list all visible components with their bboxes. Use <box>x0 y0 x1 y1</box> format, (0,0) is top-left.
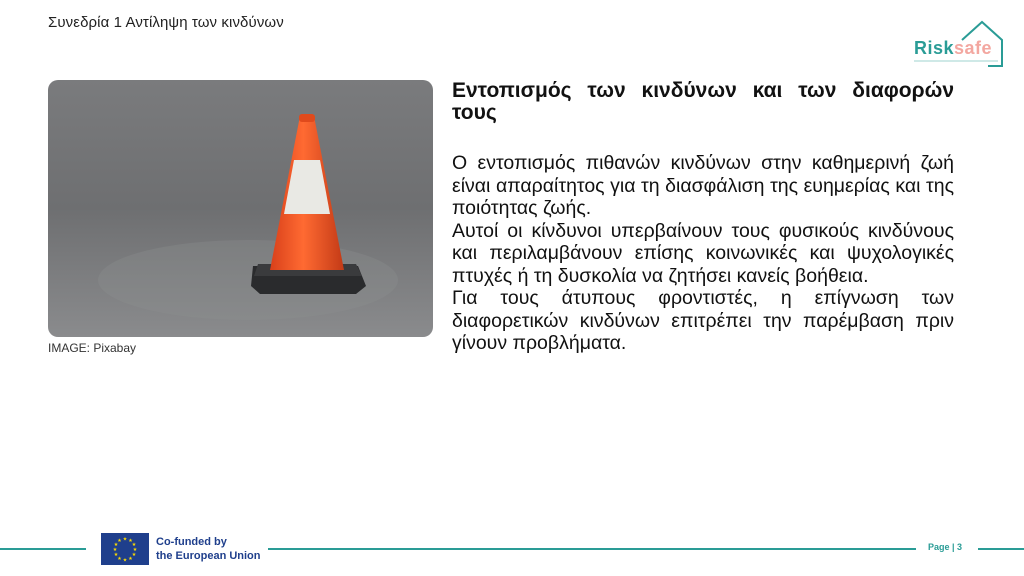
svg-text:★: ★ <box>128 538 133 544</box>
svg-text:★: ★ <box>112 547 118 553</box>
svg-text:★: ★ <box>122 557 128 564</box>
page-number: Page | 3 <box>928 542 963 552</box>
footer-line-middle <box>268 548 916 550</box>
svg-text:★: ★ <box>131 542 137 548</box>
svg-text:★: ★ <box>128 556 133 562</box>
svg-text:★: ★ <box>117 538 122 544</box>
session-title: Συνεδρία 1 Αντίληψη των κινδύνων <box>48 14 284 31</box>
logo-safe: safe <box>954 38 993 58</box>
paragraph-2: Αυτοί οι κίνδυνοι υπερβαίνουν τους φυσικούς κινδύνους και περιλαμβάνουν επίσης κοινωνικές και ψυχολογικές πτυχές ή τη δυσκολία να ζητήσει κανείς βοήθεια. <box>452 219 954 287</box>
slide-heading: Εντοπισμός των κινδύνων και των διαφορών τους <box>452 79 954 124</box>
footer-line-right <box>978 548 1024 550</box>
image-credit: IMAGE: Pixabay <box>48 341 137 355</box>
traffic-cone-photo <box>48 80 433 337</box>
eu-flag-icon <box>101 533 149 565</box>
logo-tagline <box>914 60 998 62</box>
logo-risk: Risk <box>914 38 955 58</box>
svg-text:★: ★ <box>113 542 119 548</box>
content-text-block <box>452 80 954 355</box>
svg-text:★: ★ <box>132 547 138 553</box>
eu-funding-line-1: Co-funded by <box>156 536 227 548</box>
svg-text:★: ★ <box>131 552 137 558</box>
logo-text <box>914 38 992 59</box>
paragraph-1: Ο εντοπισμός πιθανών κινδύνων στην καθημερινή ζωή είναι απαραίτητος για τη διασφάλιση της ευημερίας και της ποιότητας ζωής. <box>452 152 954 219</box>
risksafe-logo <box>910 18 1006 70</box>
eu-funding-text <box>156 535 261 563</box>
eu-funding-line-2: the European Union <box>156 550 261 562</box>
paragraph-3: Για τους άτυπους φροντιστές, η επίγνωση των διαφορετικών κινδύνων επιτρέπει την παρέμβαση πριν γίνουν προβλήματα. <box>452 287 954 354</box>
svg-text:★: ★ <box>117 556 122 562</box>
svg-text:★: ★ <box>113 552 119 558</box>
footer-line-left <box>0 548 86 550</box>
svg-text:★: ★ <box>122 536 128 543</box>
